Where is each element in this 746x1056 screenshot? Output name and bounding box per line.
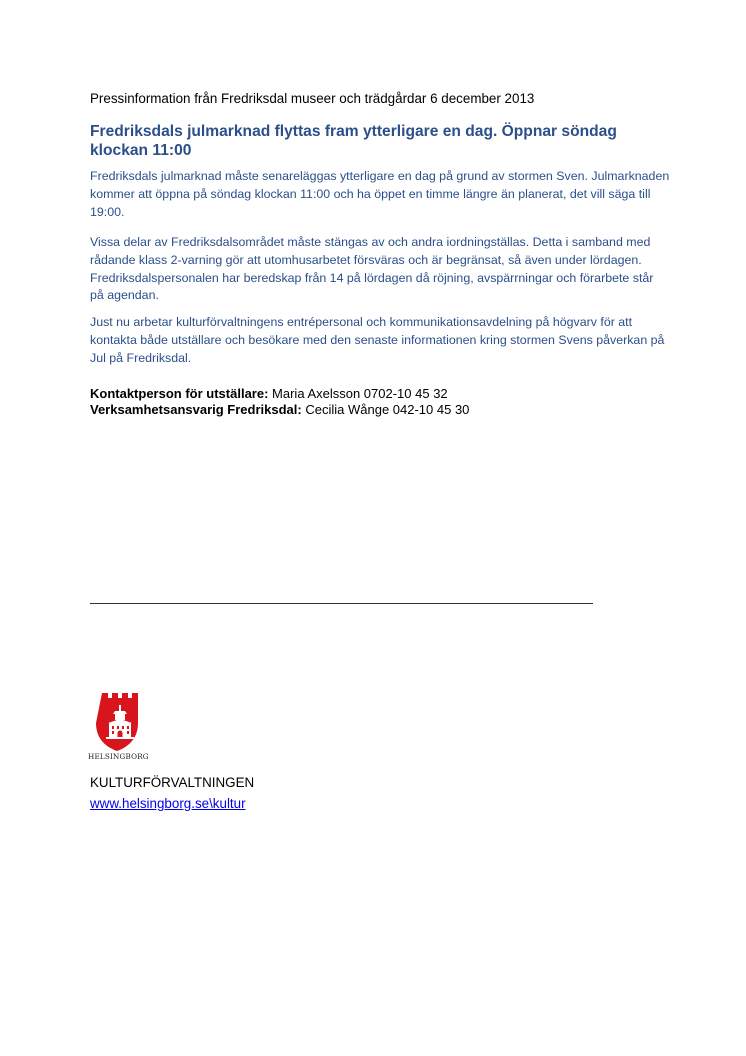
contact-label: Verksamhetsansvarig Fredriksdal: [90, 402, 302, 417]
department-name: KULTURFÖRVALTNINGEN [90, 775, 255, 790]
kultur-website-link[interactable]: www.helsingborg.se\kultur [90, 796, 246, 811]
logo-wordmark: HELSINGBORG [88, 752, 149, 761]
divider-line [90, 603, 593, 604]
article-paragraph: Just nu arbetar kulturförvaltningens entrépersonal och kommunikationsavdelning på högvarv för att kontakta både utställare och besökare med den senaste informationen kring stormen Svens påverkan på Jul på Fredriksdal. [90, 315, 665, 365]
contact-line-manager [90, 402, 670, 418]
article-paragraph: Vissa delar av Fredriksdalsområdet måste stängas av och andra iordningställas. Detta i samband med rådande klass 2-varning gör att utomhusarbetet försväras och är begränsat, så även under lördagen. Fredriksdalspersonalen har beredskap från 14 på lördagen då röjning, avspärrningar och förarbete står på agendan. [90, 235, 654, 303]
contact-value: Cecilia Wånge 042-10 45 30 [305, 402, 470, 417]
article-paragraph: Fredriksdals julmarknad måste senareläggas ytterligare en dag på grund av stormen Sven. Julmarknaden kommer att öppna på söndag klockan 11:00 och ha öppet en timme längre än planerat, det vill säga till 19:00. [90, 169, 670, 219]
contact-label: Kontaktperson för utställare: [90, 386, 269, 401]
article-headline: Fredriksdals julmarknad flyttas fram ytterligare en dag. Öppnar söndag klockan 11:00 [90, 123, 617, 159]
press-release-dateline: Pressinformation från Fredriksdal museer och trädgårdar 6 december 2013 [90, 91, 535, 106]
contact-line-exhibitors [90, 386, 670, 402]
contact-value: Maria Axelsson 0702-10 45 32 [272, 386, 448, 401]
